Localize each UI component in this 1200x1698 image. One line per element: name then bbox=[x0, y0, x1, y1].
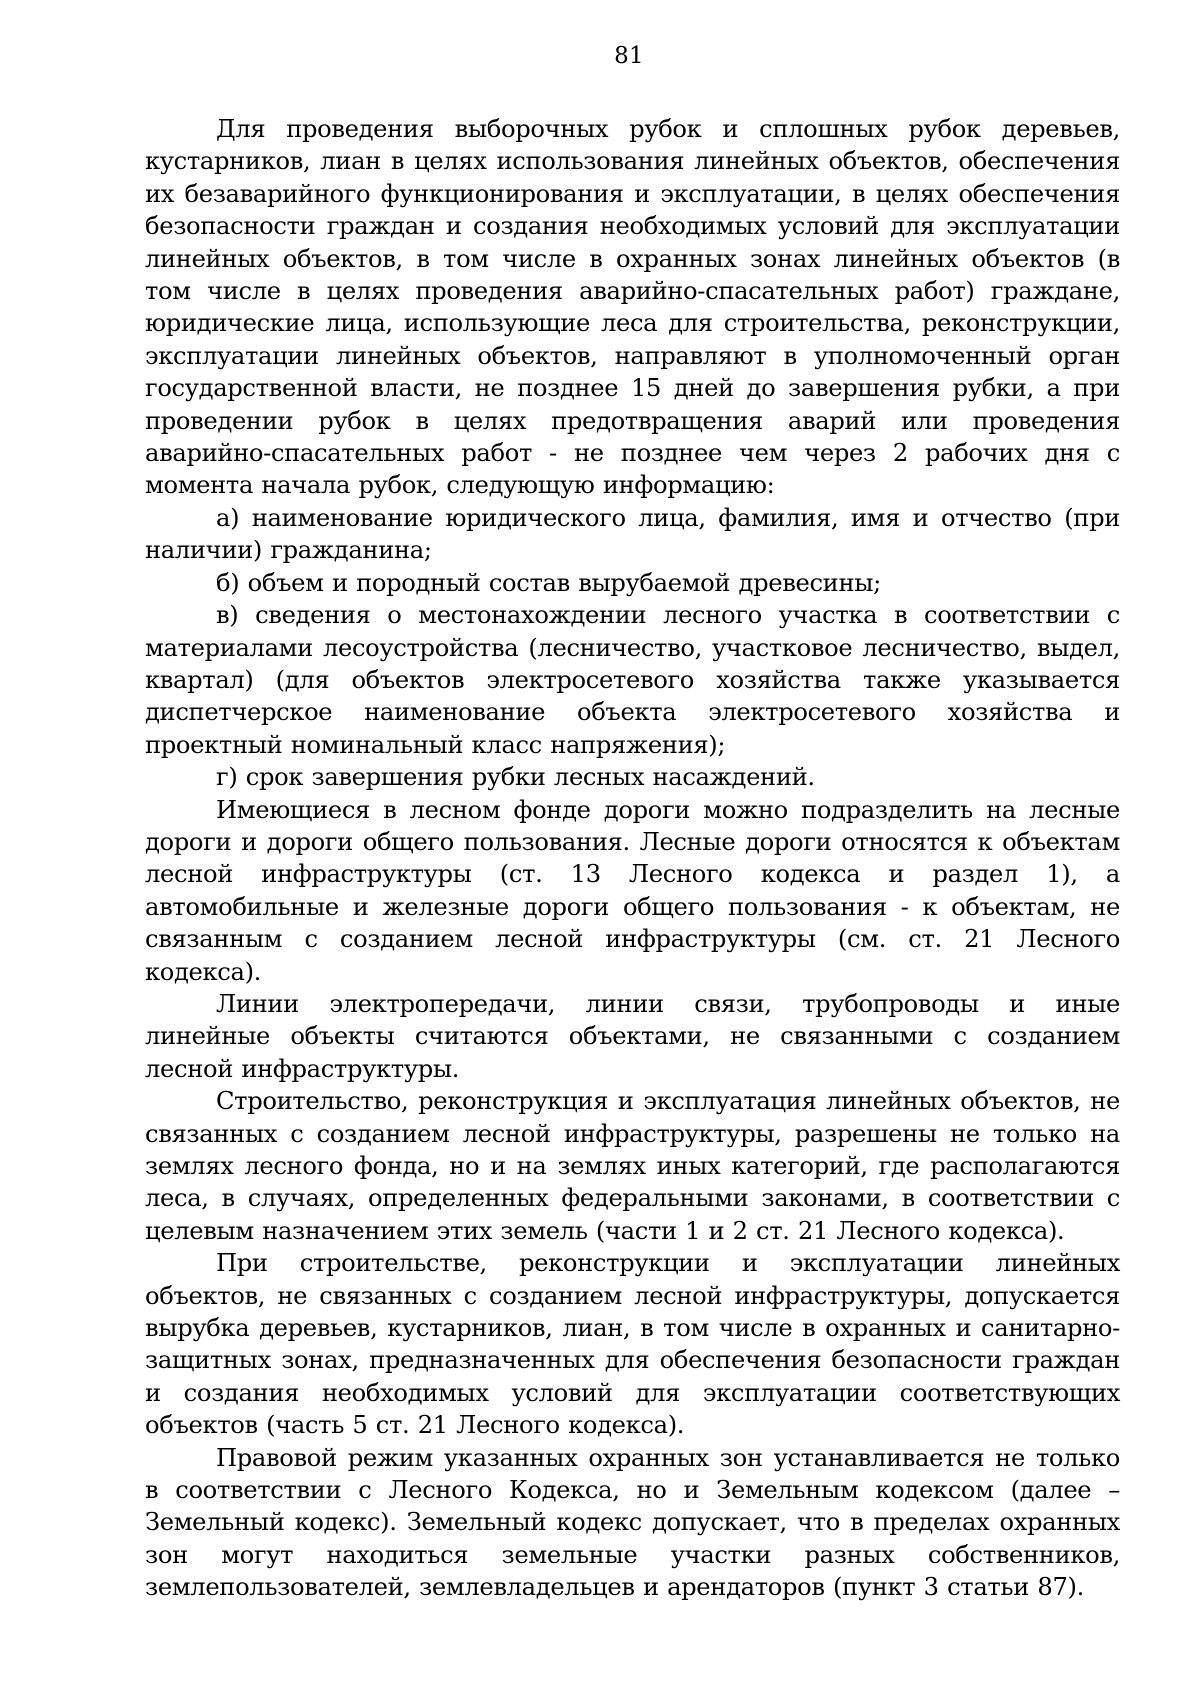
list-item-d-completion-date: г) срок завершения рубки лесных насаждений. bbox=[216, 763, 815, 792]
paragraph-protection-zones: Правовой режим указанных охранных зон устанавливается не только в соответствии с Лесного Кодекса, но и Земельным кодексом (далее – Земельный кодекс). Земельный кодекс допускает, что в пределах охранных зон могут находиться земельные участки разных собственников, землепользователей, землевладельцев и арендаторов (пункт 3 статьи 87). bbox=[145, 1443, 1120, 1602]
list-item-c-plot-location: в) сведения о местонахождении лесного участка в соответствии с материалами лесоустройства (лесничество, участковое лесничество, выдел, квартал) (для объектов электросетевого хозяйства также указывается диспетчерское наименование объекта электросетевого хозяйства и проектный номинальный класс напряжения); bbox=[145, 601, 1120, 759]
document-body bbox=[145, 113, 1120, 1604]
list-item-a-applicant-name: а) наименование юридического лица, фамилия, имя и отчество (при наличии) гражданина; bbox=[145, 503, 1120, 565]
paragraph-logging-information: Для проведения выборочных рубок и сплошных рубок деревьев, кустарников, лиан в целях использования линейных объектов, обеспечения их безаварийного функционирования и эксплуатации, в целях обеспечения безопасности граждан и создания необходимых условий для эксплуатации линейных объектов, в том числе в охранных зонах линейных объектов (в том числе в целях проведения аварийно-спасательных работ) граждане, юридические лица, использующие леса для строительства, реконструкции, эксплуатации линейных объектов, направляют в уполномоченный орган государственной власти, не позднее 15 дней до завершения рубки, а при проведении рубок в целях предотвращения аварий или проведения аварийно-спасательных работ - не позднее чем через 2 рабочих дня с момента начала рубок, следующую информацию: bbox=[145, 115, 1120, 500]
paragraph-forest-roads: Имеющиеся в лесном фонде дороги можно подразделить на лесные дороги и дороги общего пользования. Лесные дороги относятся к объектам лесной инфраструктуры (ст. 13 Лесного кодекса и раздел 1), а автомобильные и железные дороги общего пользования - к объектам, не связанным с созданием лесной инфраструктуры (см. ст. 21 Лесного кодекса). bbox=[145, 795, 1120, 986]
paragraph-linear-objects: Линии электропередачи, линии связи, трубопроводы и иные линейные объекты считаются объектами, не связанными с созданием лесной инфраструктуры. bbox=[145, 989, 1120, 1083]
paragraph-felling-allowed: При строительстве, реконструкции и эксплуатации линейных объектов, не связанных с созданием лесной инфраструктуры, допускается вырубка деревьев, кустарников, лиан, в том числе в охранных и санитарно-защитных зонах, предназначенных для обеспечения безопасности граждан и создания необходимых условий для эксплуатации соответствующих объектов (часть 5 ст. 21 Лесного кодекса). bbox=[145, 1249, 1120, 1440]
paragraph-construction-permitted: Строительство, реконструкция и эксплуатация линейных объектов, не связанных с созданием лесной инфраструктуры, разрешены не только на землях лесного фонда, но и на землях иных категорий, где располагаются леса, в случаях, определенных федеральными законами, в соответствии с целевым назначением этих земель (части 1 и 2 ст. 21 Лесного кодекса). bbox=[145, 1087, 1120, 1245]
page-number: 81 bbox=[614, 43, 644, 69]
list-item-b-timber-volume: б) объем и породный состав вырубаемой древесины; bbox=[216, 568, 881, 597]
